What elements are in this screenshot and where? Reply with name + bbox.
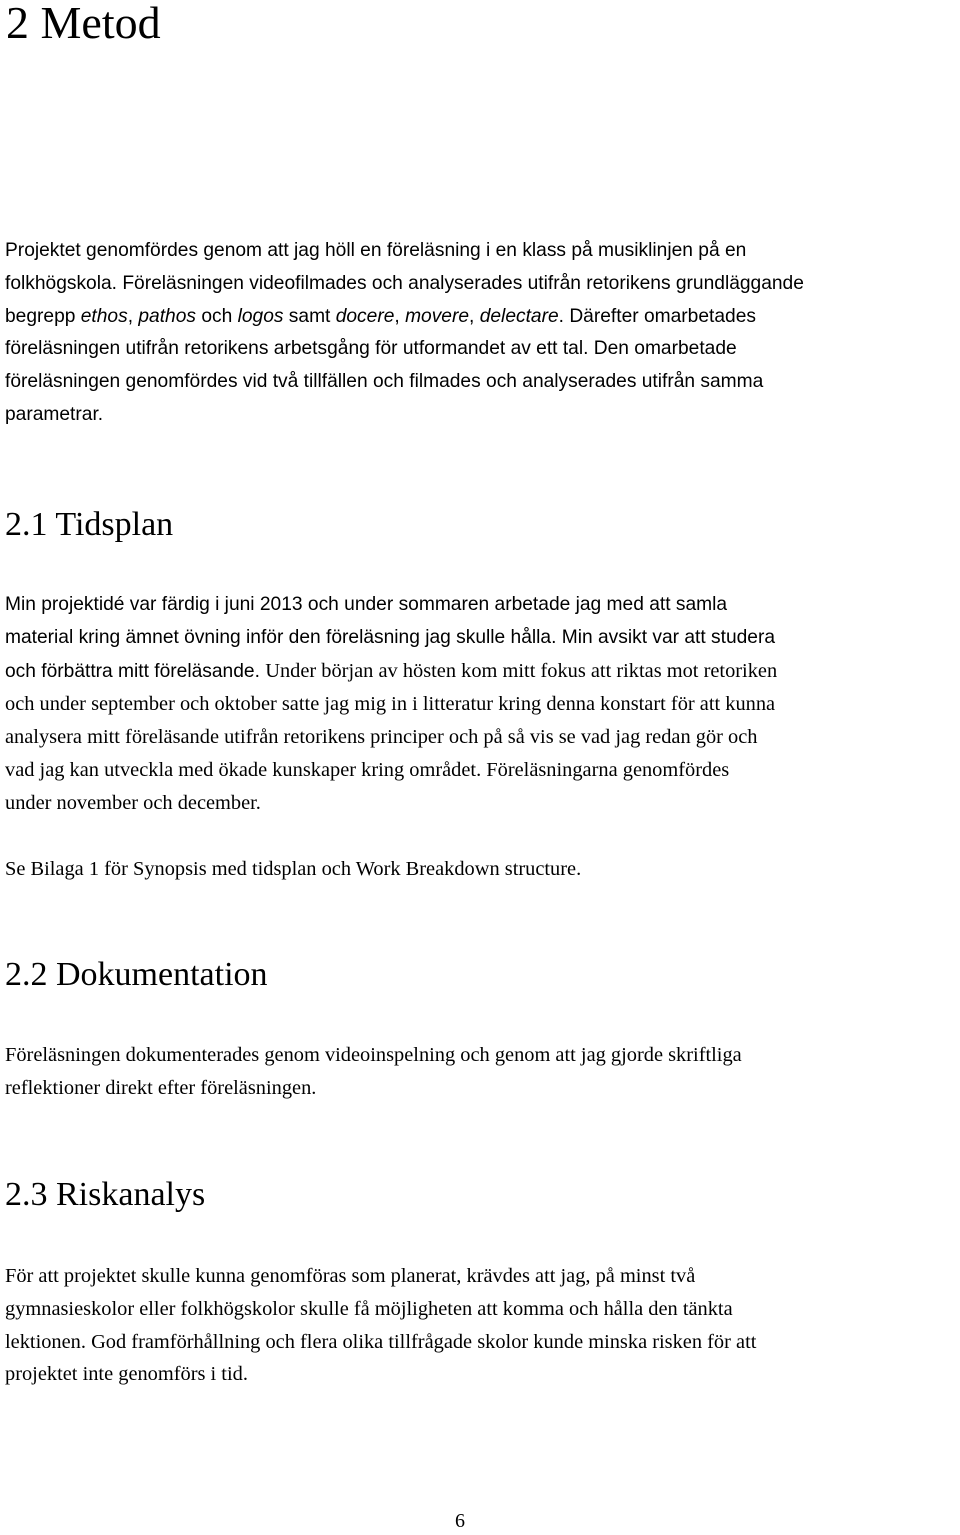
text-run: , (394, 305, 406, 327)
section-heading-riskanalys: 2.3 Riskanalys (5, 1176, 206, 1213)
tidsplan-line: vad jag kan utveckla med ökade kunskaper kring området. Föreläsningarna genomfördes (5, 758, 730, 781)
section-heading-dokumentation: 2.2 Dokumentation (5, 956, 268, 993)
text-run: begrepp (5, 305, 81, 327)
dokumentation-line: Föreläsningen dokumenterades genom videoinspelning och genom att jag gjorde skriftliga (5, 1044, 742, 1066)
section-heading-tidsplan: 2.1 Tidsplan (5, 506, 174, 543)
term-docere: docere (335, 305, 395, 327)
text-run: och (195, 305, 238, 327)
dokumentation-paragraph (5, 1039, 960, 1105)
tidsplan-line: Min projektidé var färdig i juni 2013 och under sommaren arbetade jag med att samla (5, 594, 728, 615)
intro-line (5, 301, 960, 334)
intro-line: folkhögskola. Föreläsningen videofilmades och analyserades utifrån retorikens grundläggande (5, 272, 804, 294)
riskanalys-paragraph (5, 1260, 960, 1391)
chapter-heading: 2 Metod (6, 0, 161, 48)
bilaga-reference (5, 853, 960, 886)
term-delectare: delectare (479, 305, 559, 327)
text-run: och förbättra mitt föreläsande. (5, 660, 266, 682)
tidsplan-line: och under september och oktober satte jag mig in i litteratur kring denna konstart för att kunna (5, 693, 776, 716)
riskanalys-line: lektionen. God framförhållning och flera olika tillfrågade skolor kunde minska risken för att (5, 1330, 757, 1353)
term-logos: logos (237, 305, 284, 327)
tidsplan-line (5, 655, 960, 689)
text-run: . Därefter omarbetades (558, 305, 756, 327)
intro-line: föreläsningen genomfördes vid två tillfällen och filmades och analyserades utifrån samma (5, 371, 764, 393)
page-number: 6 (455, 1510, 465, 1532)
tidsplan-line: material kring ämnet övning inför den föreläsning jag skulle hålla. Min avsikt var att studera (5, 626, 776, 648)
riskanalys-line: projektet inte genomförs i tid. (5, 1363, 248, 1386)
term-ethos: ethos (80, 305, 128, 327)
intro-line: parametrar. (5, 403, 104, 425)
riskanalys-line: För att projektet skulle kunna genomföras som planerat, krävdes att jag, på minst två (5, 1265, 696, 1287)
intro-line: Projektet genomfördes genom att jag höll en föreläsning i en klass på musiklinjen på en (5, 240, 747, 261)
text-run: samt (283, 305, 336, 327)
tidsplan-paragraph (5, 589, 960, 820)
bilaga-line: Se Bilaga 1 för Synopsis med tidsplan och Work Breakdown structure. (5, 858, 582, 880)
dokumentation-line: reflektioner direkt efter föreläsningen. (5, 1076, 317, 1099)
tidsplan-line: under november och december. (5, 791, 261, 814)
term-movere: movere (405, 305, 470, 327)
intro-line: föreläsningen utifrån retorikens arbetsgång för utformandet av ett tal. Den omarbetade (5, 338, 737, 360)
text-run: Under början av hösten kom mitt fokus att riktas mot retoriken (265, 659, 778, 682)
text-run: , (469, 305, 480, 327)
intro-paragraph (5, 235, 960, 432)
riskanalys-line: gymnasieskolor eller folkhögskolor skulle få möjligheten att komma och hålla den tänkta (5, 1297, 733, 1320)
text-run: , (127, 305, 139, 327)
tidsplan-line: analysera mitt föreläsande utifrån retorikens principer och på så vis se vad jag redan gör och (5, 726, 758, 749)
term-pathos: pathos (138, 305, 196, 327)
